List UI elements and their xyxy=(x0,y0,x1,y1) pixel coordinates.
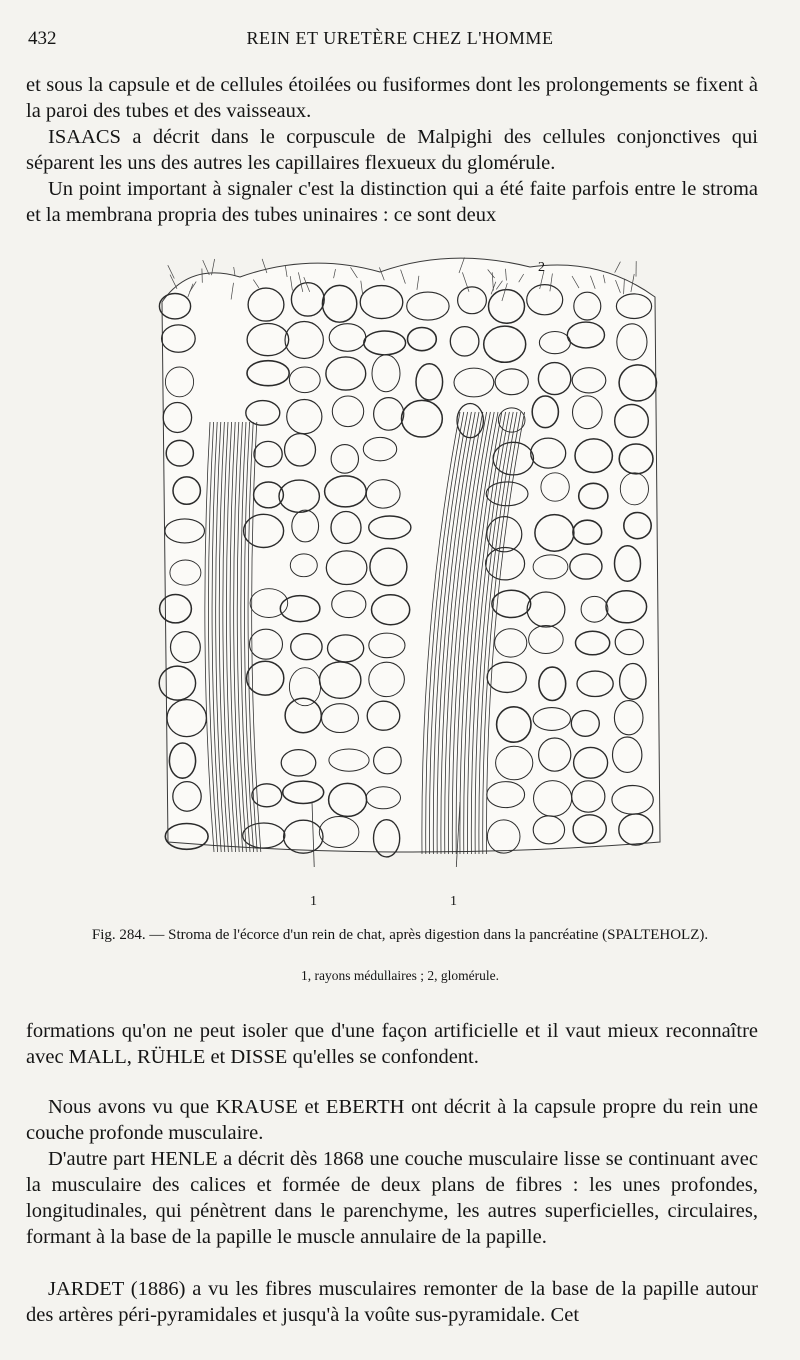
figure-caption: Fig. 284. — Stroma de l'écorce d'un rein de chat, après digestion dans la pancréatine (SPALTEHOLZ). xyxy=(91,927,709,943)
paragraph-henle: D'autre part HENLE a décrit dès 1868 une couche musculaire lisse se continuant avec la musculaire des calices et formée de deux plans de fibres : les unes profondes, longitudinales, qui pénètrent dans le parenchyme, les autres superficielles, circulaires, formant à la base de la papille le muscle annulaire de la papille. xyxy=(26,1148,758,1248)
figure-illustration xyxy=(150,242,670,909)
figure-legend: 1, rayons médullaires ; 2, glomérule. xyxy=(301,968,499,983)
figure-label-1-right: 1 xyxy=(450,894,457,909)
paragraph-continuation: et sous la capsule et de cellules étoilées ou fusiformes dont les prolongements se fixent à la paroi des tubes et des vaisseaux. xyxy=(26,74,758,122)
paragraph-krause-eberth: Nous avons vu que KRAUSE et EBERTH ont décrit à la capsule propre du rein une couche profonde musculaire. xyxy=(26,1096,758,1144)
stroma-drawing xyxy=(150,242,670,867)
page-number: 432 xyxy=(28,28,57,49)
paragraph-stroma-distinction: Un point important à signaler c'est la distinction qui a été faite parfois entre le stroma et la membrana propria des tubes uninaires : ce sont deux xyxy=(26,178,758,226)
paragraph-formations: formations qu'on ne peut isoler que d'une façon artificielle et il vaut mieux reconnaître avec MALL, RÜHLE et DISSE qu'elles se confondent. xyxy=(26,1020,758,1068)
paragraph-jardet: JARDET (1886) a vu les fibres musculaires remonter de la base de la papille autour des artères péri-pyramidales et jusqu'à la voûte sus-pyramidale. Cet xyxy=(26,1278,758,1326)
page-header xyxy=(28,28,772,54)
fiber-strand xyxy=(234,267,235,276)
fiber-strand xyxy=(615,262,621,273)
running-head: REIN ET URETÈRE CHEZ L'HOMME xyxy=(246,28,554,48)
paragraph-isaacs: ISAACS a décrit dans le corpuscule de Malpighi des cellules conjonctives qui séparent les uns des autres les capillaires flexueux du glomérule. xyxy=(26,126,758,174)
figure-label-1-left: 1 xyxy=(310,894,317,909)
fiber-strand xyxy=(203,260,210,275)
figure-label-2: 2 xyxy=(538,260,545,275)
